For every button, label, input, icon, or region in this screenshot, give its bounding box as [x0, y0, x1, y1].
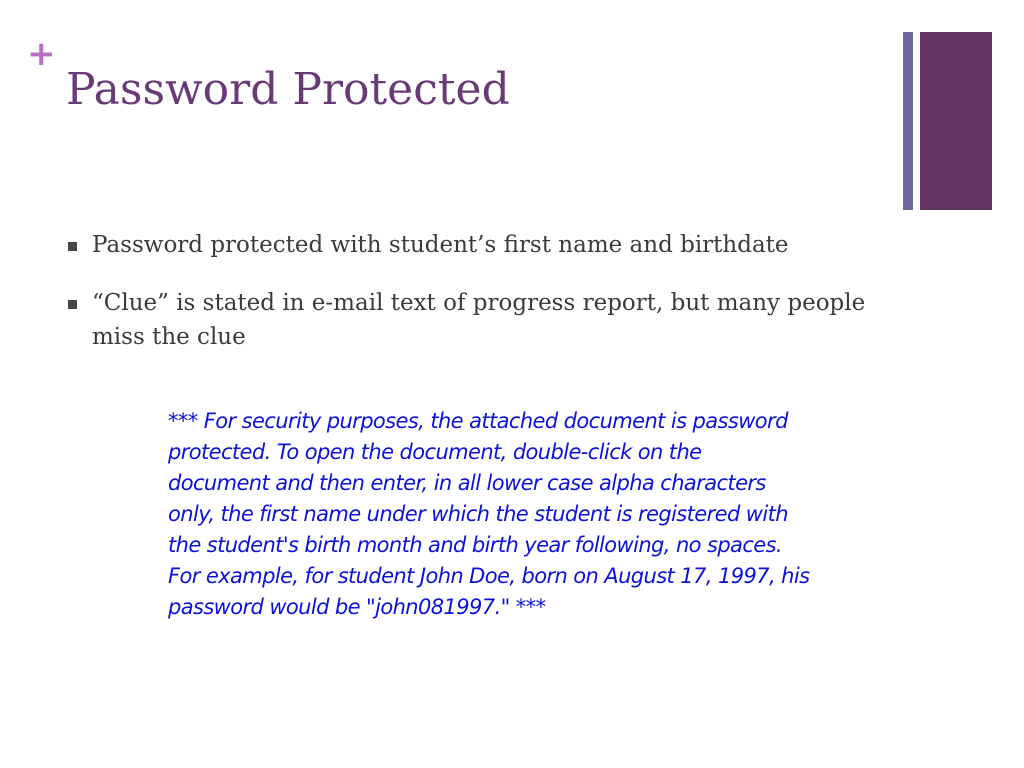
bullet-text: Password protected with student’s first name and birthdate: [92, 232, 789, 258]
corner-accent-bar-thin: [903, 32, 913, 210]
plus-icon: +: [27, 34, 56, 74]
bullet-item: [68, 228, 888, 262]
quote-line: password would be "john081997." ***: [168, 595, 546, 619]
bullet-square-icon: [68, 242, 77, 251]
slide-title: Password Protected: [66, 64, 510, 115]
quote-line: the student's birth month and birth year following, no spaces.: [168, 533, 782, 557]
quote-line: *** For security purposes, the attached document is password: [168, 409, 788, 433]
bullet-square-icon: [68, 300, 77, 309]
quote-line: protected. To open the document, double-click on the: [168, 440, 702, 464]
bullet-item: [68, 286, 888, 354]
quote-line: document and then enter, in all lower case alpha characters: [168, 471, 766, 495]
bullet-list: [68, 228, 888, 378]
quote-line: only, the first name under which the student is registered with: [168, 502, 788, 526]
email-clue-quote: [168, 406, 888, 623]
quote-line: For example, for student John Doe, born on August 17, 1997, his: [168, 564, 810, 588]
corner-accent-bar-thick: [920, 32, 992, 210]
bullet-text: “Clue” is stated in e-mail text of progress report, but many people miss the clue: [92, 290, 866, 350]
